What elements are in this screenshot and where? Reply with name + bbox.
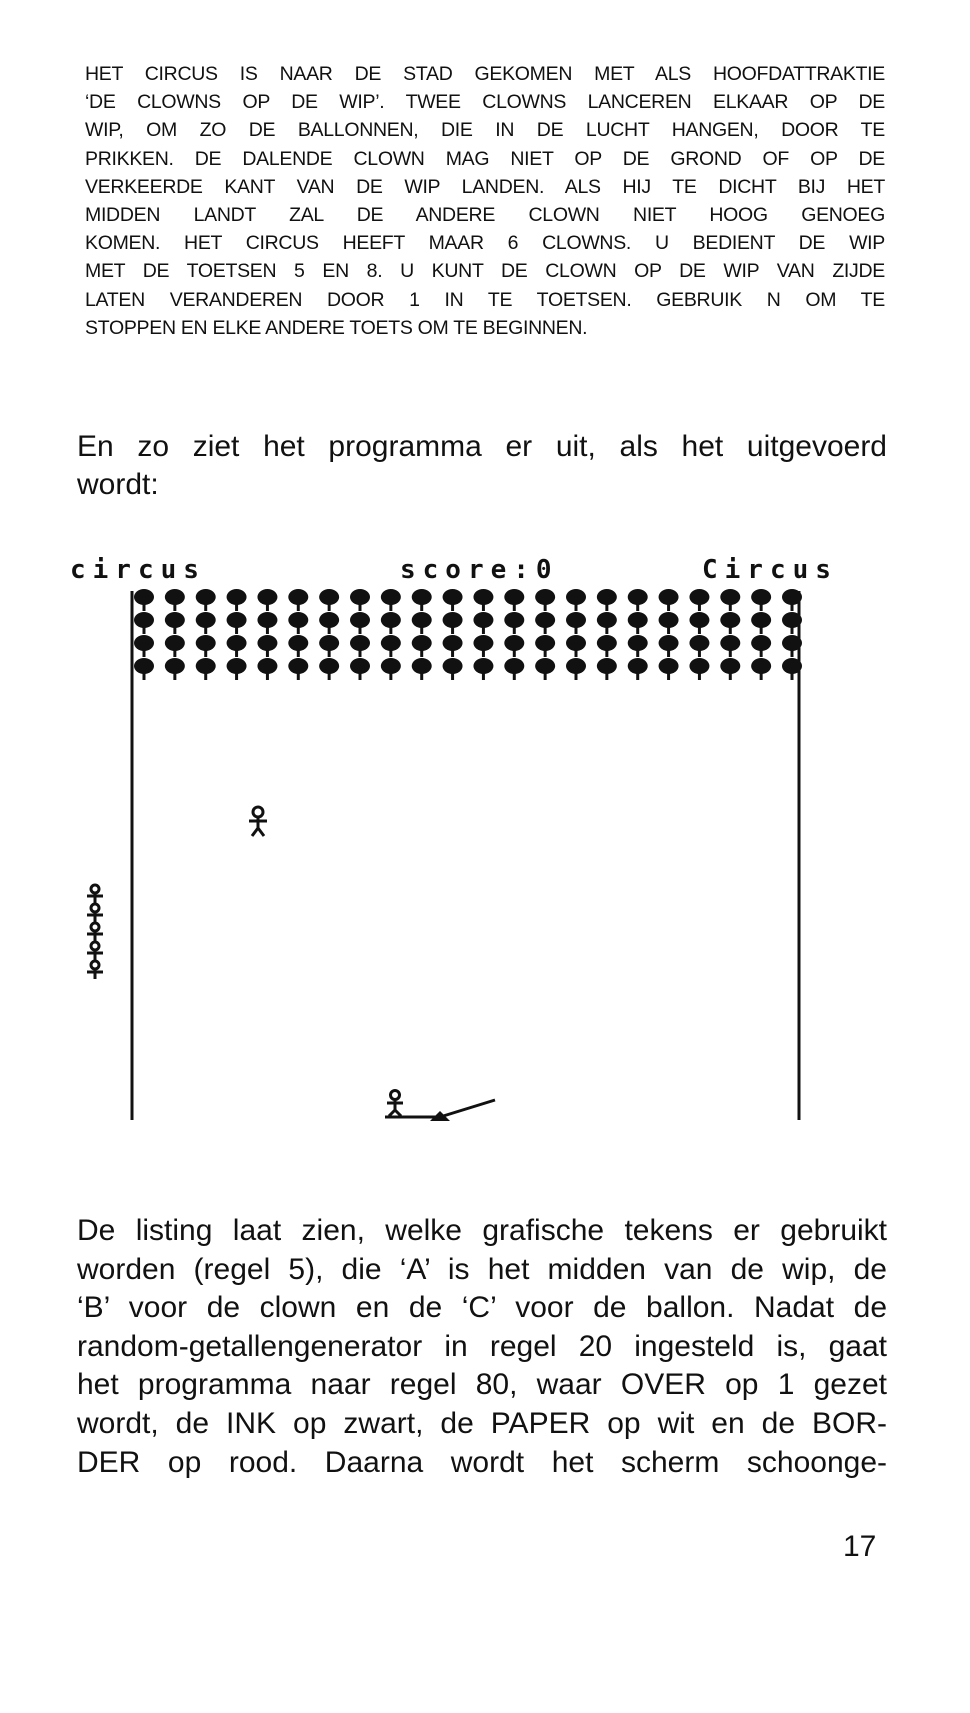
body-paragraph — [77, 1212, 887, 1482]
balloon — [628, 589, 648, 611]
balloon — [473, 635, 493, 657]
balloon — [350, 589, 370, 611]
balloon — [689, 635, 709, 657]
balloon — [165, 589, 185, 611]
game-description — [85, 60, 885, 342]
balloon — [319, 589, 339, 611]
balloon — [319, 658, 339, 680]
balloon — [412, 635, 432, 657]
balloon — [535, 635, 555, 657]
balloon — [566, 658, 586, 680]
balloon — [288, 612, 308, 634]
balloon — [257, 658, 277, 680]
balloon — [535, 612, 555, 634]
balloon — [659, 612, 679, 634]
balloon — [257, 635, 277, 657]
balloon — [720, 612, 740, 634]
balloon — [720, 658, 740, 680]
balloon — [288, 635, 308, 657]
description-line: ‘DE CLOWNS OP DE WIP’. TWEE CLOWNS LANCEREN ELKAAR OP DE — [85, 91, 885, 114]
balloon — [751, 589, 771, 611]
balloon — [227, 635, 247, 657]
balloon — [443, 658, 463, 680]
intro-line: En zo ziet het programma er uit, als het uitgevoerd — [77, 430, 887, 463]
balloon — [134, 635, 154, 657]
balloon — [443, 635, 463, 657]
balloon — [659, 589, 679, 611]
seesaw-clown — [387, 1091, 403, 1117]
balloon — [134, 658, 154, 680]
balloon — [165, 635, 185, 657]
balloon — [566, 589, 586, 611]
balloon — [504, 635, 524, 657]
falling-clown — [249, 807, 267, 836]
description-line: MIDDEN LANDT ZAL DE ANDERE CLOWN NIET HOOG GENOEG — [85, 204, 885, 227]
balloon — [473, 589, 493, 611]
balloon — [319, 612, 339, 634]
body-line: worden (regel 5), die ‘A’ is het midden van de wip, de — [77, 1252, 887, 1286]
balloon — [196, 589, 216, 611]
balloon — [319, 635, 339, 657]
balloon — [381, 658, 401, 680]
balloon — [443, 589, 463, 611]
balloon — [720, 589, 740, 611]
balloon — [597, 589, 617, 611]
balloon — [473, 612, 493, 634]
balloon — [566, 635, 586, 657]
balloon — [134, 612, 154, 634]
balloon — [566, 612, 586, 634]
balloon — [412, 589, 432, 611]
balloon — [381, 589, 401, 611]
balloon — [288, 589, 308, 611]
balloon — [227, 589, 247, 611]
intro-line: wordt: — [77, 468, 159, 501]
body-line: DER op rood. Daarna wordt het scherm schoonge- — [77, 1445, 887, 1479]
balloon — [751, 612, 771, 634]
balloon — [412, 612, 432, 634]
description-line: KOMEN. HET CIRCUS HEEFT MAAR 6 CLOWNS. U BEDIENT DE WIP — [85, 232, 885, 255]
page-number: 17 — [843, 1530, 877, 1563]
body-line: ‘B’ voor de clown en de ‘C’ voor de ballon. Nadat de — [77, 1291, 887, 1325]
game-arena — [70, 555, 870, 1135]
body-line: random-getallengenerator in regel 20 ingesteld is, gaat — [77, 1329, 887, 1363]
balloon — [381, 612, 401, 634]
balloon — [597, 612, 617, 634]
balloon — [227, 658, 247, 680]
balloon — [628, 612, 648, 634]
balloon — [227, 612, 247, 634]
left-title: circus — [70, 555, 206, 585]
balloon — [751, 658, 771, 680]
balloon — [504, 612, 524, 634]
balloon-grid — [134, 589, 802, 680]
body-line: De listing laat zien, welke grafische tekens er gebruikt — [77, 1214, 887, 1247]
description-line: STOPPEN EN ELKE ANDERE TOETS OM TE BEGINNEN. — [85, 316, 588, 339]
body-line: wordt, de INK op zwart, de PAPER op wit en de BOR- — [77, 1406, 887, 1440]
game-screenshot — [70, 555, 870, 1135]
balloon — [257, 589, 277, 611]
reserve-clowns — [87, 885, 103, 979]
balloon — [689, 589, 709, 611]
balloon — [165, 612, 185, 634]
balloon — [628, 658, 648, 680]
balloon — [443, 612, 463, 634]
balloon — [196, 658, 216, 680]
balloon — [597, 635, 617, 657]
description-line: LATEN VERANDEREN DOOR 1 IN TE TOETSEN. GEBRUIK N OM TE — [85, 288, 885, 311]
balloon — [196, 612, 216, 634]
seesaw — [385, 1091, 495, 1122]
balloon — [751, 635, 771, 657]
balloon — [350, 658, 370, 680]
balloon — [257, 612, 277, 634]
balloon — [535, 658, 555, 680]
score-readout: score:0 — [400, 555, 559, 585]
description-line: MET DE TOETSEN 5 EN 8. U KUNT DE CLOWN OP DE WIP VAN ZIJDE — [85, 260, 885, 283]
description-line: VERKEERDE KANT VAN DE WIP LANDEN. ALS HIJ TE DICHT BIJ HET — [85, 175, 885, 198]
balloon — [628, 635, 648, 657]
balloon — [350, 635, 370, 657]
balloon — [165, 658, 185, 680]
balloon — [535, 589, 555, 611]
balloon — [659, 658, 679, 680]
balloon — [597, 658, 617, 680]
reserve-clown — [87, 885, 103, 903]
balloon — [134, 589, 154, 611]
body-line: het programma naar regel 80, waar OVER op 1 gezet — [77, 1368, 887, 1402]
description-line: WIP, OM ZO DE BALLONNEN, DIE IN DE LUCHT HANGEN, DOOR TE — [85, 119, 885, 142]
balloon — [689, 612, 709, 634]
balloon — [473, 658, 493, 680]
balloon — [412, 658, 432, 680]
description-line: HET CIRCUS IS NAAR DE STAD GEKOMEN MET ALS HOOFDATTRAKTIE — [85, 63, 885, 85]
balloon — [381, 635, 401, 657]
balloon — [689, 658, 709, 680]
balloon — [504, 589, 524, 611]
balloon — [196, 635, 216, 657]
balloon — [720, 635, 740, 657]
balloon — [350, 612, 370, 634]
reserve-clown — [87, 942, 103, 960]
intro-paragraph — [77, 428, 887, 504]
balloon — [659, 635, 679, 657]
reserve-clown — [87, 904, 103, 922]
right-title: Circus — [702, 555, 838, 585]
reserve-clown — [87, 961, 103, 979]
balloon — [504, 658, 524, 680]
balloon — [288, 658, 308, 680]
description-line: PRIKKEN. DE DALENDE CLOWN MAG NIET OP DE GROND OF OP DE — [85, 147, 885, 170]
reserve-clown — [87, 923, 103, 941]
